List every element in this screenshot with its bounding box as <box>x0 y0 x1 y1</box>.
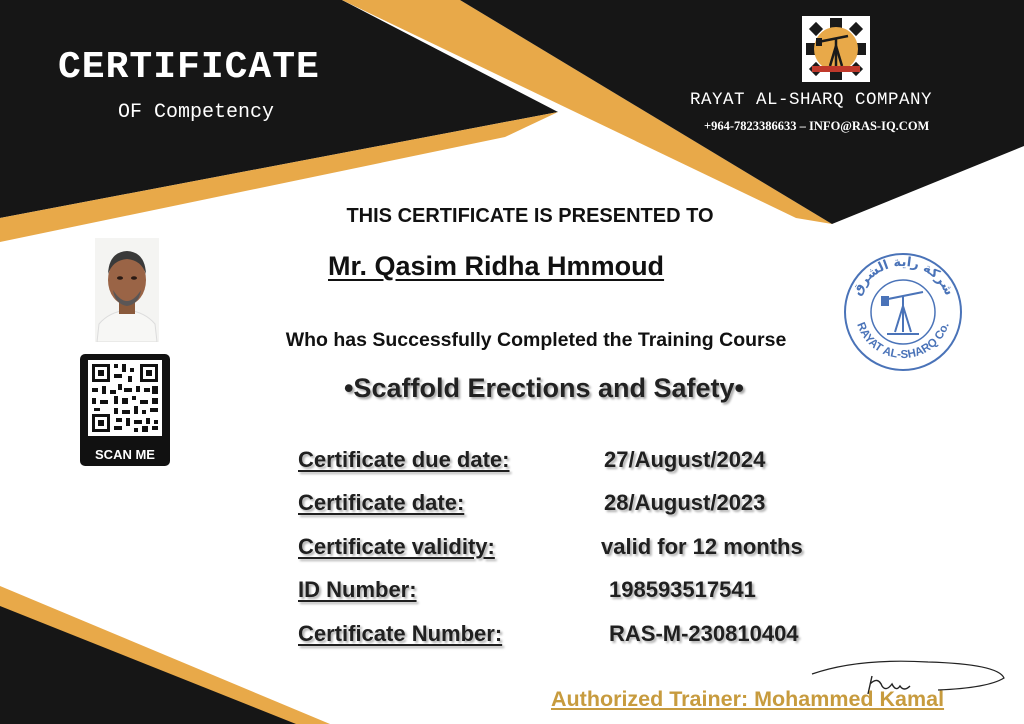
svg-text:شركة راية الشرق <box>850 255 957 298</box>
detail-label-validity: Certificate validity: <box>298 534 495 559</box>
detail-value-due-date: 27/August/2024 <box>604 447 766 472</box>
qr-code-pattern <box>88 360 162 436</box>
recipient-photo <box>95 238 159 342</box>
stamp-arabic-text: شركة راية الشرق <box>849 254 957 299</box>
certificate-title: CERTIFICATE <box>58 46 320 89</box>
qr-code[interactable] <box>88 360 162 436</box>
detail-label-id-number: ID Number: <box>298 577 417 602</box>
stamp-english-text: RAYAT AL-SHARQ Co. <box>854 320 952 362</box>
presented-to-heading: THIS CERTIFICATE IS PRESENTED TO <box>346 205 714 227</box>
company-name: RAYAT AL-SHARQ COMPANY <box>690 90 933 110</box>
company-contact: +964-7823386633 – INFO@RAS-IQ.COM <box>704 119 930 133</box>
detail-label-due-date: Certificate due date: <box>298 447 510 472</box>
certificate-subtitle: OF Competency <box>118 101 275 124</box>
detail-value-certificate-date: 28/August/2023 <box>604 490 766 515</box>
detail-label-certificate-number: Certificate Number: <box>298 621 503 646</box>
company-logo <box>802 16 870 82</box>
qr-scan-caption: SCAN ME <box>95 447 155 462</box>
detail-value-certificate-number: RAS-M-230810404 <box>609 621 799 646</box>
detail-value-id-number: 198593517541 <box>609 577 756 602</box>
detail-value-validity: valid for 12 months <box>601 534 803 559</box>
completion-statement: Who has Successfully Completed the Training Course <box>285 329 787 351</box>
authorized-trainer: Authorized Trainer: Mohammed Kamal <box>551 687 945 711</box>
portrait-illustration <box>95 238 159 342</box>
company-stamp <box>839 252 967 372</box>
detail-label-certificate-date: Certificate date: <box>298 490 465 515</box>
course-title: •Scaffold Erections and Safety• <box>343 373 744 403</box>
recipient-name: Mr. Qasim Ridha Hmmoud <box>328 251 665 281</box>
